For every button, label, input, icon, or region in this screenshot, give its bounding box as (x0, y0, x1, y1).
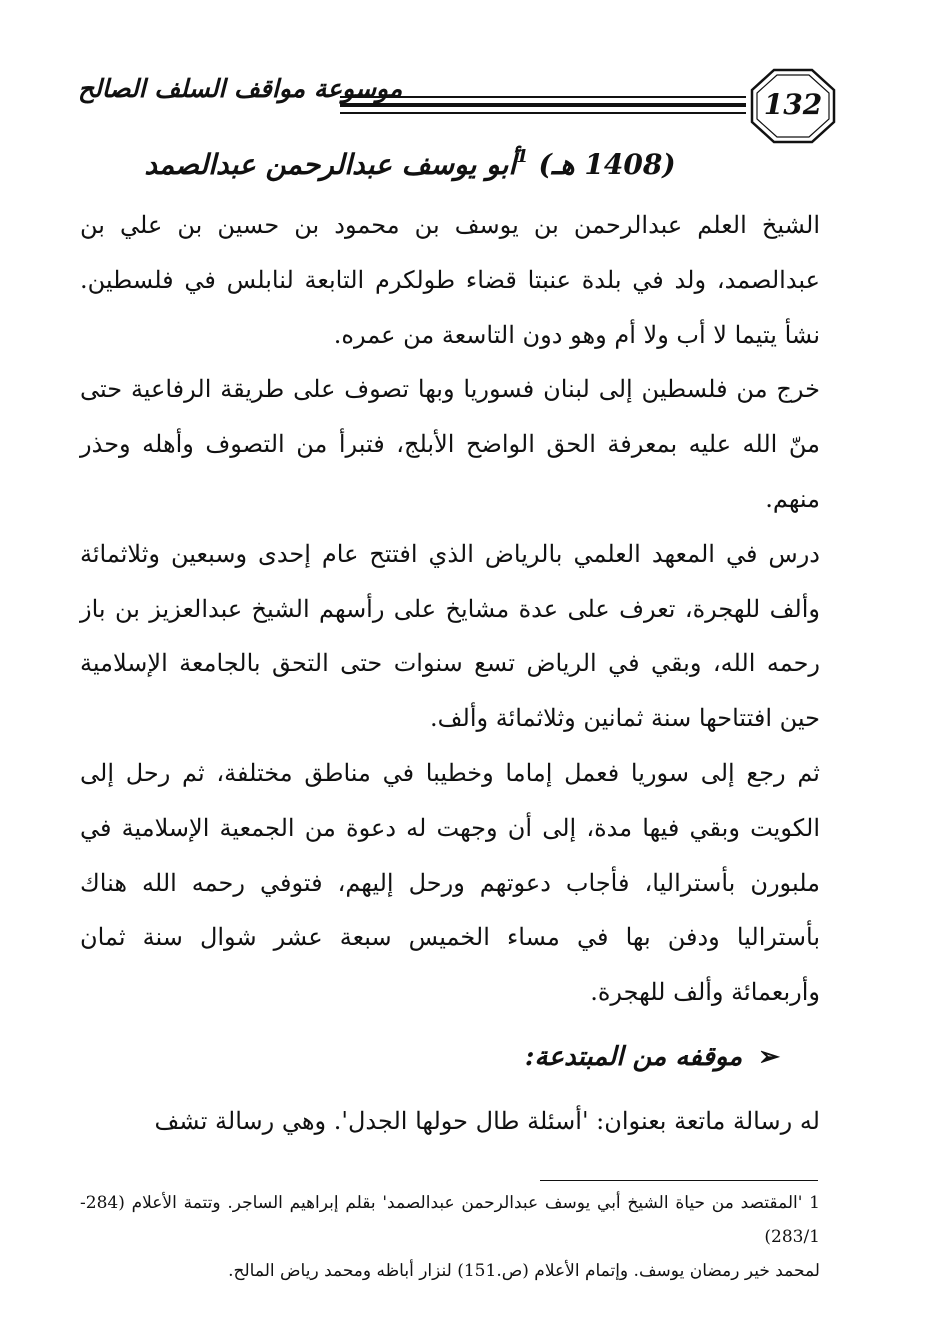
footnote (80, 1186, 820, 1288)
footnote-line: لمحمد خير رمضان يوسف. وإتمام الأعلام (ص.151) لنزار أباظه ومحمد رياض المالح. (228, 1261, 820, 1281)
subheading-text: موقفه من المبتدعة: (524, 1042, 743, 1072)
header-rule (340, 112, 746, 114)
paragraph: درس في المعهد العلمي بالرياض الذي افتتح عام إحدى وسبعين وثلاثمائة وألف للهجرة، تعرف على عدة مشايخ على رأسهم الشيخ عبدالعزيز بن باز رحمه الله، وبقي في الرياض تسع سنوات حتى التحق بالجامعة الإسلامية حين افتتاحها سنة ثمانين وثلاثمائة وألف. (80, 539, 820, 733)
page-number-badge (748, 66, 838, 146)
paragraph: ثم رجع إلى سوريا فعمل إماما وخطيبا في مناطق مختلفة، ثم رحل إلى الكويت وبقي فيها مدة، إلى أن وجهت له دعوة من الجمعية الإسلامية في ملبورن بأستراليا، فأجاب دعوتهم ورحل إليهم، فتوفي رحمه الله هناك بأستراليا ودفن بها في مساء الخميس سبعة عشر شوال سنة ثمان وأربعمائة وألف للهجرة. (80, 758, 820, 1007)
footnote-line: 1 'المقتصد من حياة الشيخ أبي يوسف عبدالرحمن عبدالصمد' بقلم إبراهيم الساجر. وتتمة الأعلام (284-283/1) (80, 1193, 820, 1247)
paragraph: الشيخ العلم عبدالرحمن بن يوسف بن محمود بن حسين بن علي بن عبدالصمد، ولد في بلدة عنبتا قضاء طولكرم التابعة لنابلس في فلسطين. نشأ يتيما لا أب ولا أم وهو دون التاسعة من عمره. (80, 211, 820, 349)
last-paragraph: له رسالة ماتعة بعنوان: 'أسئلة طال حولها الجدل'. وهي رسالة تشف (154, 1107, 820, 1135)
title-year: (1408 هـ) (538, 148, 676, 181)
series-title: موسوعة مواقف السلف الصالح (78, 74, 403, 103)
header-rule (340, 103, 746, 107)
subheading (80, 1042, 780, 1072)
section-title (130, 148, 690, 181)
page-header (78, 66, 838, 152)
page-number: 132 (763, 88, 823, 121)
main-text (80, 198, 820, 1020)
title-text: أبو يوسف عبدالرحمن عبدالصمد (144, 148, 517, 181)
title-footnote-marker: 1 (516, 146, 529, 167)
arrow-bullet-icon: ➢ (758, 1042, 780, 1072)
header-rule (340, 96, 746, 98)
paragraph: خرج من فلسطين إلى لبنان فسوريا وبها تصوف على طريقة الرفاعية حتى منّ الله عليه بمعرفة الحق الواضح الأبلج، فتبرأ من التصوف وأهله وحذر منهم. (80, 375, 820, 513)
footnote-divider (540, 1180, 818, 1181)
